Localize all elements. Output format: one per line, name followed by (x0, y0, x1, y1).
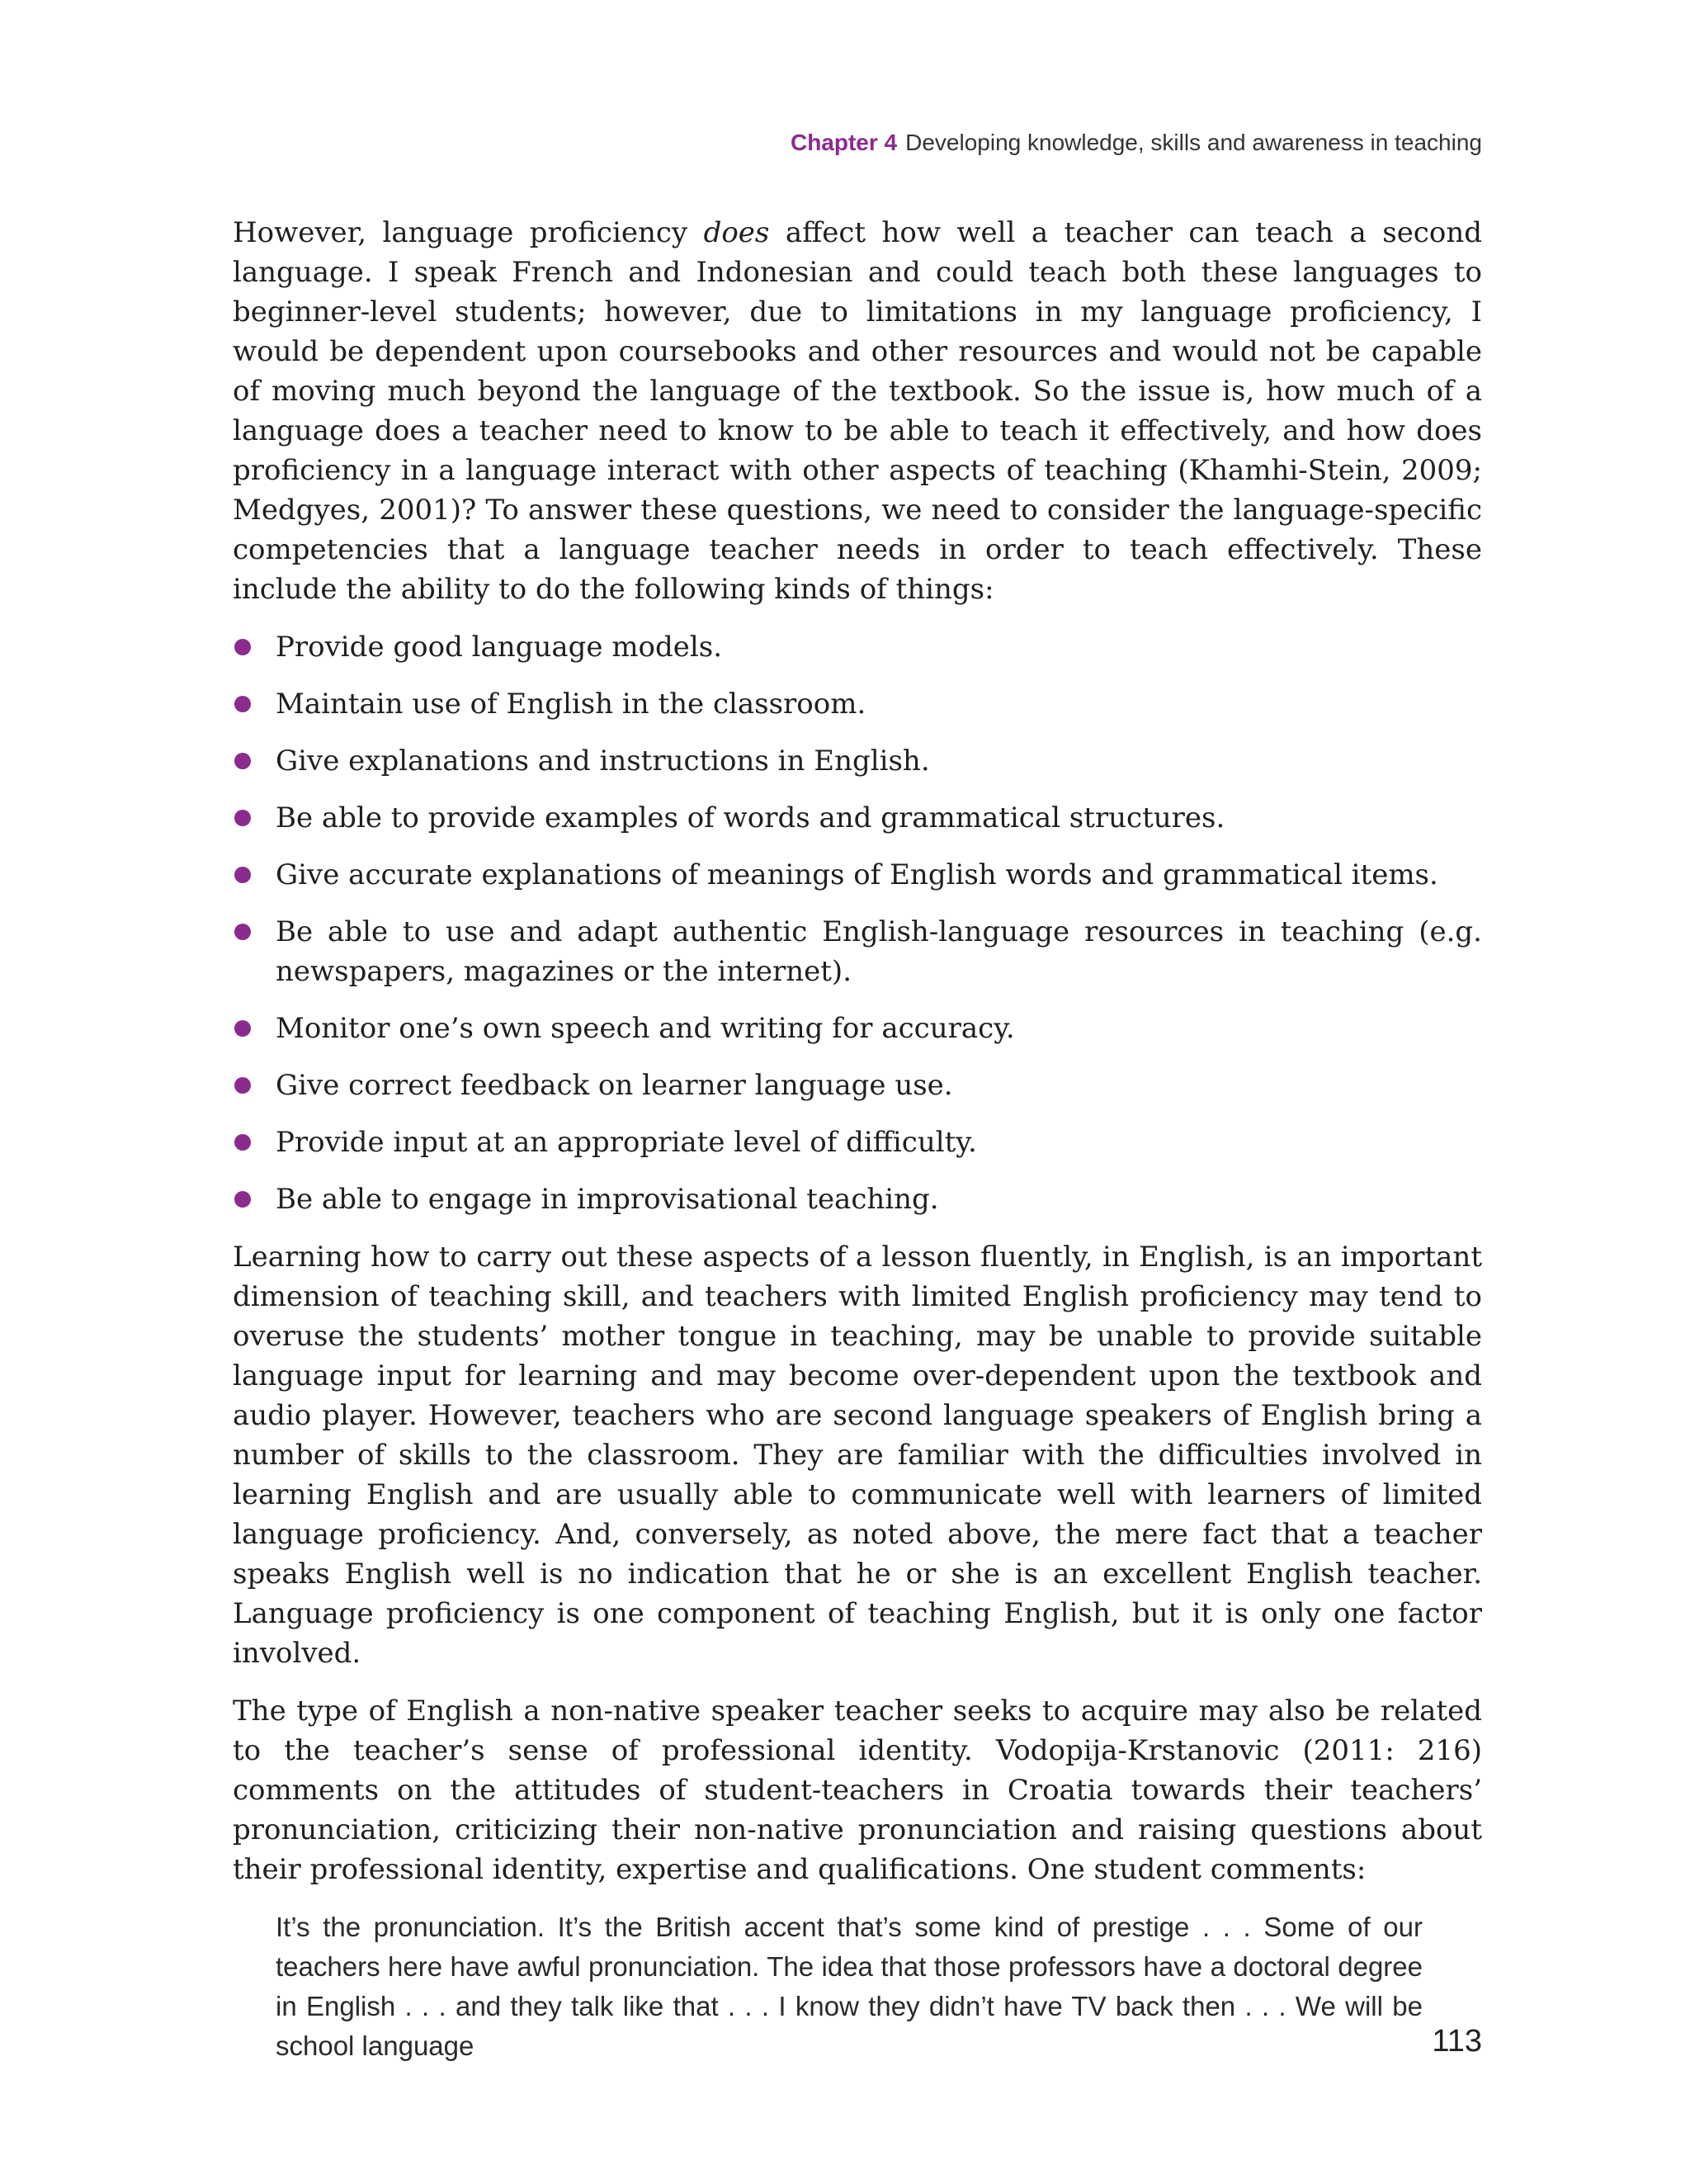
bullet-icon (234, 1020, 251, 1037)
list-item (233, 1179, 1482, 1219)
paragraph-1-emphasis: does (703, 216, 770, 249)
list-item (233, 912, 1482, 991)
paragraph-3: The type of English a non-native speaker teacher seeks to acquire may also be related to the teacher’s sense of professional identity. Vodopija-Krstanovic (2011: 216) comments on the attitudes of student-teachers in Croatia towards their teachers’ pronunciation, criticizing their non-native pronunciation and raising questions about their professional identity, expertise and qualifications. One student comments: (233, 1695, 1482, 1886)
list-item-text: Give correct feedback on learner language use. (276, 1069, 953, 1102)
list-item-text: Be able to use and adapt authentic English-language resources in teaching (e.g. newspapers, magazines or the internet). (276, 915, 1482, 988)
list-item (233, 627, 1482, 667)
list-item (233, 684, 1482, 724)
paragraph-1-start: However, language proficiency (233, 216, 704, 249)
paragraph-2: Learning how to carry out these aspects of a lesson fluently, in English, is an important dimension of teaching skill, and teachers with limited English proficiency may tend to overuse the students’ mother tongue in teaching, may be unable to provide suitable language input for learning and may become over-dependent upon the textbook and audio player. However, teachers who are second language speakers of English bring a number of skills to the classroom. They are familiar with the difficulties involved in learning English and are usually able to communicate well with learners of limited language proficiency. And, conversely, as noted above, the mere fact that a teacher speaks English well is no indication that he or she is an excellent English teacher. Language proficiency is one component of teaching English, but it is only one factor involved. (233, 1241, 1482, 1670)
bullet-icon (234, 810, 251, 826)
bullet-icon (234, 924, 251, 940)
list-item (233, 1123, 1482, 1162)
list-item-text: Give accurate explanations of meanings of English words and grammatical items. (276, 858, 1438, 891)
list-item (233, 798, 1482, 838)
bullet-icon (234, 753, 251, 769)
student-quote: It’s the pronunciation. It’s the British accent that’s some kind of prestige . . . Some of our teachers here have awful pronunciation. The idea that those professors have a doctoral degree in English . . . and they talk like that . . . I know they didn’t have TV back then . . . We will be school language (276, 1912, 1423, 2061)
paragraph-1 (233, 213, 1482, 609)
bullet-icon (234, 639, 251, 655)
bullet-icon (234, 1134, 251, 1151)
list-item (233, 1009, 1482, 1048)
list-item (233, 741, 1482, 781)
list-item-text: Maintain use of English in the classroom. (276, 688, 866, 721)
list-item-text: Provide input at an appropriate level of difficulty. (276, 1126, 977, 1159)
list-item-text: Be able to provide examples of words and grammatical structures. (276, 801, 1225, 834)
running-head (791, 130, 1482, 156)
page-number: 113 (1432, 2024, 1482, 2059)
bullet-icon (234, 1191, 251, 1208)
bullet-icon (234, 1077, 251, 1094)
list-item-text: Provide good language models. (276, 631, 723, 664)
chapter-title: Developing knowledge, skills and awareness in teaching (905, 130, 1482, 155)
main-text (233, 213, 1482, 2066)
list-item-text: Give explanations and instructions in English. (276, 745, 930, 778)
paragraph-1-rest: affect how well a teacher can teach a second language. I speak French and Indonesian and could teach both these languages to beginner-level students; however, due to limitations in my language proficiency, I would be dependent upon coursebooks and other resources and would not be capable of moving much beyond the language of the textbook. So the issue is, how much of a language does a teacher need to know to be able to teach it effectively, and how does proficiency in a language interact with other aspects of teaching (Khamhi-Stein, 2009; Medgyes, 2001)? To answer these questions, we need to consider the language-specific competencies that a language teacher needs in order to teach effectively. These include the ability to do the following kinds of things: (233, 216, 1482, 606)
list-item (233, 855, 1482, 895)
list-item-text: Monitor one’s own speech and writing for accuracy. (276, 1012, 1015, 1045)
list-item-text: Be able to engage in improvisational teaching. (276, 1183, 939, 1216)
bullet-icon (234, 867, 251, 883)
chapter-label: Chapter 4 (790, 130, 898, 155)
list-item (233, 1066, 1482, 1105)
bullet-icon (234, 696, 251, 712)
competency-list (233, 627, 1482, 1219)
